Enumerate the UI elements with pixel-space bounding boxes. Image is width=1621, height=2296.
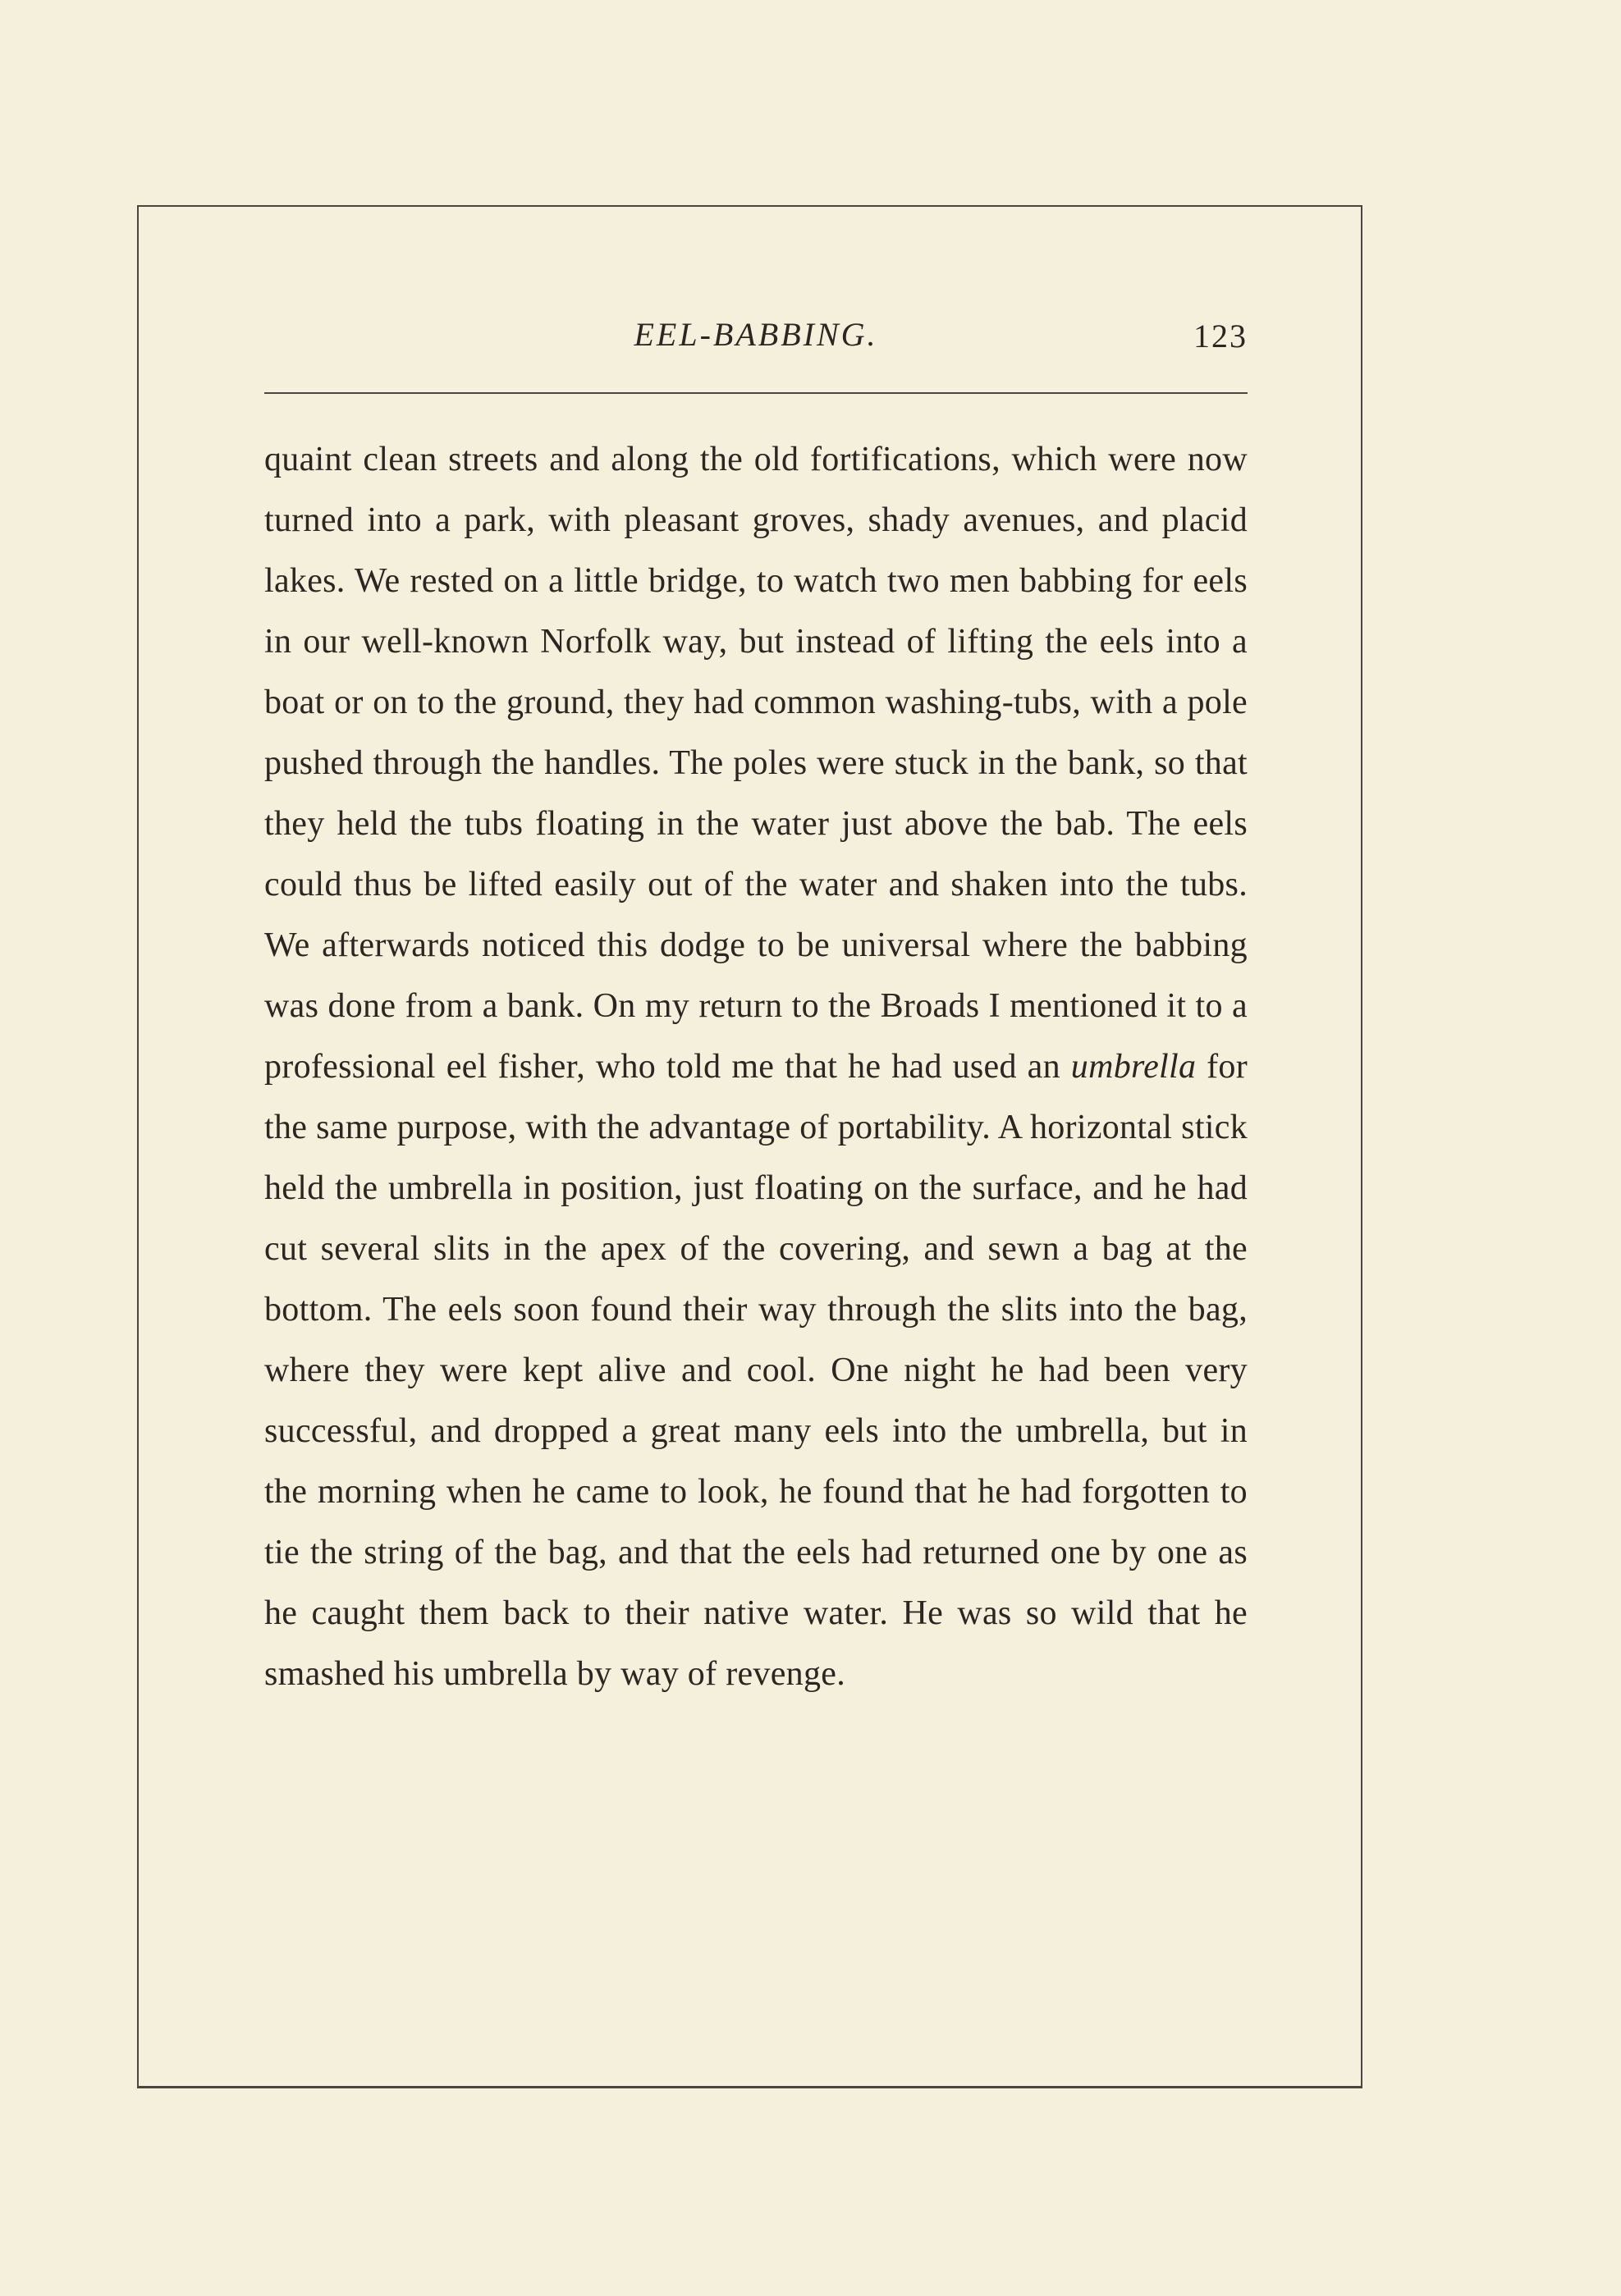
italic-word: umbrella bbox=[1070, 1048, 1197, 1086]
running-title: EEL-BABBING. bbox=[634, 316, 878, 353]
paragraph bbox=[264, 429, 1248, 1704]
text-run-before-italic: quaint clean streets and along the old fortifications, which were now turned into a park, with pleasant groves, shady avenues, and placid lakes. We rested on a little bridge, to watch two men babbing for eels in our well-known Norfolk way, but instead of lifting the eels into a boat or on to the ground, they had common washing-tubs, with a pole pushed through the handles. The poles were stuck in the bank, so that they held the tubs floating in the water just above the bab. The eels could thus be lifted easily out of the water and shaken into the tubs. We afterwards noticed this dodge to be universal where the babbing was done from a bank. On my return to the Broads I mentioned it to a professional eel fisher, who told me that he had used an bbox=[264, 441, 1248, 1086]
text-run-after-italic: for the same purpose, with the advantage of portability. A horizontal stick held the umbrella in position, just floating on the surface, and he had cut several slits in the apex of the covering, and sewn a bag at the bottom. The eels soon found their way through the slits into the bag, where they were kept alive and cool. One night he had been very successful, and dropped a great many eels into the umbrella, but in the morning when he came to look, he found that he had forgotten to tie the string of the bag, and that the eels had returned one by one as he caught them back to their native water. He was so wild that he smashed his umbrella by way of revenge. bbox=[264, 1048, 1248, 1693]
header-rule bbox=[264, 392, 1248, 394]
page-number: 123 bbox=[1193, 318, 1248, 354]
frame-bottom-rule bbox=[137, 2086, 1362, 2088]
body-text bbox=[264, 429, 1248, 1704]
running-head bbox=[264, 310, 1248, 368]
